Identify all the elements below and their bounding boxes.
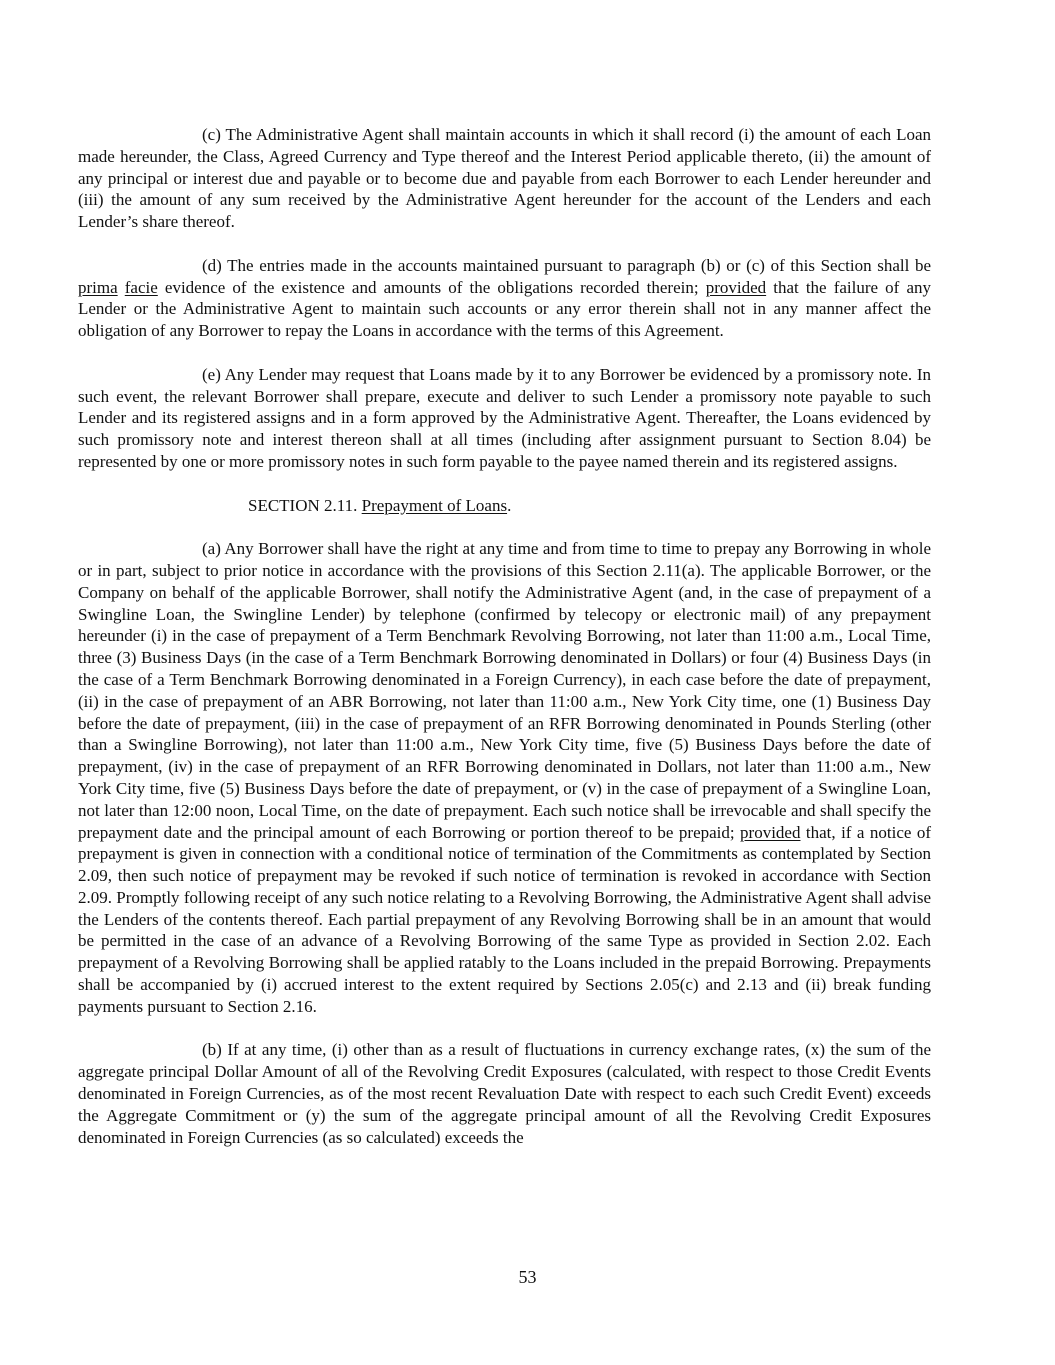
paragraph-a-text-1: (a) Any Borrower shall have the right at any time and from time to time to prepay any Borrowing in whole or in part, subject to prior notice in accordance with the provisions of this Section 2.11(a). The applicable Borrower, or the Company on behalf of the applicable Borrower, shall notify the Administrative Agent (and, in the case of prepayment of a Swingline Loan, the Swingline Lender) by telephone (confirmed by telecopy or electronic mail) of any prepayment hereunder (i) in the case of prepayment of a Term Benchmark Revolving Borrowing, not later than 11:00 a.m., Local Time, three (3) Business Days (in the case of a Term Benchmark Borrowing denominated in Dollars) or four (4) Business Days (in the case of a Term Benchmark Borrowing denominated in a Foreign Currency), in each case before the date of prepayment, (ii) in the case of prepayment of an ABR Borrowing, not later than 11:00 a.m., New York City time, one (1) Business Day before the date of prepayment, (iii) in the case of prepayment of an RFR Borrowing denominated in Pounds Sterling (other than a Swingline Borrowing), not later than 11:00 a.m., New York City time, five (5) Business Days before the date of prepayment, (iv) in the case of prepayment of an RFR Borrowing denominated in Dollars, not later than 11:00 a.m., New York City time, five (5) Business Days before the date of prepayment, or (v) in the case of prepayment of a Swingline Loan, not later than 12:00 noon, Local Time, on the date of prepayment. Each such notice shall be irrevocable and shall specify the prepayment date and the principal amount of each Borrowing or portion thereof to be prepaid;	[78, 539, 931, 842]
paragraph-spacer	[78, 342, 931, 364]
paragraph-b	[78, 1039, 931, 1148]
page-number: 53	[518, 1267, 537, 1287]
paragraph-spacer	[78, 1018, 931, 1040]
paragraph-c	[78, 124, 931, 233]
paragraph-d-space	[118, 278, 125, 297]
paragraph-e	[78, 364, 931, 473]
section-heading	[78, 495, 931, 517]
paragraph-d-text-2: evidence of the existence and amounts of the obligations recorded therein;	[157, 277, 706, 297]
provided-underlined: provided	[705, 277, 767, 297]
document-page	[78, 124, 931, 1148]
paragraph-d-text-3: that the failure of any Lender or the Administrative Agent to maintain such accounts or any error therein shall not in any manner affect the obligation of any Borrower to repay the Loans in accordance with the terms of this Agreement.	[78, 277, 931, 341]
section-title-period: .	[507, 495, 512, 515]
section-title: Prepayment of Loans	[361, 495, 508, 515]
paragraph-d-text-1: (d) The entries made in the accounts maintained pursuant to paragraph (b) or (c) of this Section shall be	[202, 255, 931, 275]
paragraph-b-text: (b) If at any time, (i) other than as a result of fluctuations in currency exchange rates, (x) the sum of the aggregate principal Dollar Amount of all of the Revolving Credit Exposures (calculated, with respect to those Credit Events denominated in Foreign Currencies, as of the most recent Revaluation Date with respect to each such Credit Event) exceeds the Aggregate Commitment or (y) the sum of the aggregate principal amount of all the Revolving Credit Exposures denominated in Foreign Currencies (as so calculated) exceeds the	[78, 1040, 931, 1147]
paragraph-c-text: (c) The Administrative Agent shall maintain accounts in which it shall record (i) the amount of each Loan made hereunder, the Class, Agreed Currency and Type thereof and the Interest Period applicable thereto, (ii) the amount of any principal or interest due and payable or to become due and payable from each Borrower to each Lender hereunder and (iii) the amount of any sum received by the Administrative Agent hereunder for the account of the Lenders and each Lender’s share thereof.	[78, 125, 931, 232]
facie-underlined: facie	[124, 277, 158, 297]
paragraph-e-text: (e) Any Lender may request that Loans made by it to any Borrower be evidenced by a promissory note. In such event, the relevant Borrower shall prepare, execute and deliver to such Lender a promissory note payable to such Lender and its registered assigns and in a form approved by the Administrative Agent. Thereafter, the Loans evidenced by such promissory note and interest thereon shall at all times (including after assignment pursuant to Section 8.04) be represented by one or more promissory notes in such form payable to the payee named therein and its registered assigns.	[78, 364, 931, 471]
provided-underlined: provided	[740, 822, 801, 842]
paragraph-spacer	[78, 473, 931, 495]
paragraph-spacer	[78, 233, 931, 255]
section-number: SECTION 2.11.	[248, 495, 362, 515]
paragraph-a	[78, 538, 931, 1018]
paragraph-a-text-2: that, if a notice of prepayment is given in connection with a conditional notice of termination of the Commitments as contemplated by Section 2.09, then such notice of prepayment may be revoked if such notice of termination is revoked in accordance with Section 2.09. Promptly following receipt of any such notice relating to a Revolving Borrowing, the Administrative Agent shall advise the Lenders of the contents thereof. Each partial prepayment of any Revolving Borrowing shall be in an amount that would be permitted in the case of an advance of a Revolving Borrowing of the same Type as provided in Section 2.02. Each prepayment of a Revolving Borrowing shall be applied ratably to the Loans included in the prepaid Borrowing. Prepayments shall be accompanied by (i) accrued interest to the extent required by Sections 2.05(c) and 2.13 and (ii) break funding payments pursuant to Section 2.16.	[78, 822, 931, 1016]
paragraph-d	[78, 255, 931, 342]
prima-underlined: prima	[78, 277, 118, 297]
paragraph-spacer	[78, 516, 931, 538]
